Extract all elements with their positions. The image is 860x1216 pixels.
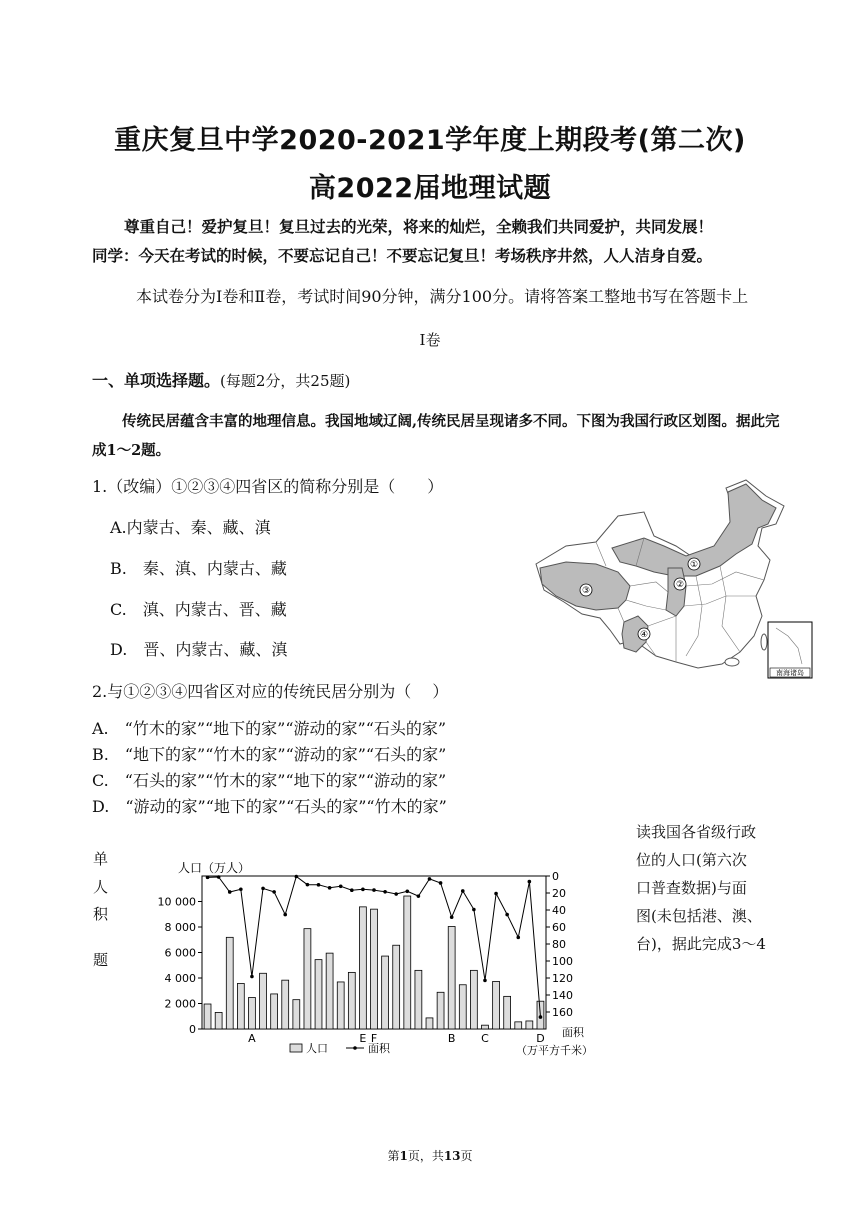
area-point [516, 936, 520, 940]
right-tick-label: 160 [552, 1006, 573, 1019]
question-1-option-d: D. 晋、内蒙古、藏、滇 [110, 640, 288, 659]
population-bar [504, 996, 511, 1029]
area-point [372, 888, 376, 892]
area-point [317, 883, 321, 887]
area-point [295, 875, 299, 879]
area-point [494, 892, 498, 896]
population-bar [215, 1012, 222, 1029]
section-title: 一、单项选择题。 [92, 371, 221, 390]
right-tick-label: 20 [552, 887, 566, 900]
area-point [261, 887, 265, 891]
inset-label: 南海诸岛 [776, 669, 804, 677]
right-tick-label: 80 [552, 938, 566, 951]
population-area-chart [150, 850, 620, 1065]
area-point [505, 913, 509, 917]
hainan-island [725, 658, 739, 666]
population-bar [393, 945, 400, 1029]
population-bar [404, 896, 411, 1029]
population-bar [260, 973, 267, 1029]
population-bar [348, 972, 355, 1029]
left-tick-label: 10 000 [157, 895, 196, 909]
area-point [250, 975, 254, 979]
volume-heading: Ⅰ卷 [419, 331, 441, 349]
question-2-option-b: B. “地下的家”“竹木的家”“游动的家”“石头的家” [92, 745, 447, 764]
passage-2-left-char: 人 [93, 878, 109, 896]
right-axis-title: 面积 [562, 1026, 584, 1039]
passage-2-line: 台)，据此完成3～4 [636, 935, 766, 953]
question-2-option-c: C. “石头的家”“竹木的家”“地下的家”“游动的家” [92, 771, 447, 790]
population-bar [326, 953, 333, 1029]
right-axis-unit: （万平方千米） [516, 1044, 593, 1057]
category-label: F [370, 1032, 378, 1045]
area-point [450, 915, 454, 919]
passage-2-left-char: 积 [93, 905, 109, 923]
population-bar [226, 937, 233, 1029]
legend-population-label: 人口 [306, 1042, 328, 1055]
passage-2-line: 图(未包括港、澳、 [636, 907, 762, 925]
area-point [217, 875, 221, 879]
population-bar [526, 1021, 533, 1029]
area-point [405, 890, 409, 894]
area-point [306, 883, 310, 887]
right-tick-label: 140 [552, 989, 573, 1002]
right-tick-label: 120 [552, 972, 573, 985]
map-marker-1: ① [689, 560, 699, 570]
left-tick-label: 4 000 [164, 972, 196, 985]
question-2-option-a: A. “竹木的家”“地下的家”“游动的家”“石头的家” [92, 719, 447, 738]
category-label: C [481, 1032, 489, 1045]
population-bar [426, 1018, 433, 1029]
motto-line1: 尊重自己！爱护复旦！复旦过去的光荣，将来的灿烂，全赖我们共同爱护，共同发展！ [124, 217, 714, 236]
population-bar [282, 980, 289, 1029]
area-point [339, 884, 343, 888]
question-2-option-d: D. “游动的家”“地下的家”“石头的家”“竹木的家” [92, 797, 447, 816]
area-point [328, 886, 332, 890]
category-label: E [359, 1032, 367, 1045]
passage-2-line: 口普查数据)与面 [636, 879, 747, 897]
population-bar [482, 1025, 489, 1029]
passage-2-line: 读我国各省级行政 [636, 823, 757, 841]
map-marker-4: ④ [639, 630, 649, 640]
passage-2-left-char: 单 [93, 850, 109, 868]
area-point [539, 1015, 543, 1019]
legend-area-label: 面积 [368, 1042, 390, 1055]
area-point [228, 890, 232, 894]
right-tick-label: 60 [552, 921, 566, 934]
population-bar [515, 1022, 522, 1029]
exam-intro: 本试卷分为Ⅰ卷和Ⅱ卷，考试时间90分钟，满分100分。请将答案工整地书写在答题卡上 [136, 287, 749, 306]
category-label: B [447, 1032, 456, 1045]
map-marker-3: ③ [581, 586, 591, 596]
right-tick-label: 0 [552, 870, 559, 883]
population-bar [237, 983, 244, 1029]
question-1-stem: 1.（改编）①②③④四省区的简称分别是（ ） [92, 477, 444, 496]
area-point [461, 889, 465, 893]
question-1-option-b: B. 秦、滇、内蒙古、藏 [110, 559, 287, 578]
population-bar [470, 970, 477, 1029]
passage-2-left-char: 题 [93, 951, 109, 969]
question-1-option-c: C. 滇、内蒙古、晋、藏 [110, 600, 287, 619]
area-point [394, 892, 398, 896]
population-bar [459, 985, 466, 1029]
population-bar [248, 998, 255, 1029]
category-label: A [248, 1032, 256, 1045]
passage-2-line: 位的人口(第六次 [636, 851, 747, 869]
right-tick-label: 100 [552, 955, 573, 968]
population-bar [415, 970, 422, 1029]
section-heading [92, 368, 350, 391]
motto-line2: 同学：今天在考试的时候，不要忘记自己！不要忘记复旦！考场秩序井然，人人洁身自爱。 [92, 246, 713, 265]
population-bar [448, 926, 455, 1029]
left-tick-label: 6 000 [164, 946, 196, 960]
passage-1: 传统民居蕴含丰富的地理信息。我国地域辽阔,传统民居呈现诸多不同。下图为我国行政区划图。据此完成1～2题。 [92, 413, 780, 459]
area-point [361, 888, 365, 892]
passage-2-right [636, 818, 766, 958]
population-bar [382, 956, 389, 1029]
exam-title-line1: 重庆复旦中学2020-2021学年度上期段考(第二次) [114, 125, 746, 156]
exam-title-line2: 高2022届地理试题 [308, 173, 552, 204]
chart-legend [290, 1041, 391, 1055]
area-point [417, 894, 421, 898]
question-2-stem: 2.与①②③④四省区对应的传统民居分别为（ ） [92, 682, 449, 701]
section-note: (每题2分，共25题) [220, 372, 351, 390]
left-tick-label: 0 [189, 1023, 196, 1036]
area-point [472, 908, 476, 912]
population-bar [271, 994, 278, 1029]
area-point [272, 890, 276, 894]
area-point [350, 888, 354, 892]
population-bar [337, 982, 344, 1029]
left-tick-label: 8 000 [164, 921, 196, 934]
area-point [283, 913, 287, 917]
question-1-option-a: A.内蒙古、秦、藏、滇 [110, 518, 271, 537]
area-point [206, 876, 210, 880]
legend-population-swatch [290, 1044, 302, 1052]
population-bar [493, 981, 500, 1029]
taiwan-island [761, 634, 767, 650]
category-label: D [536, 1032, 545, 1045]
area-point [383, 890, 387, 894]
population-bar [293, 1000, 300, 1029]
area-point [239, 887, 243, 891]
page-footer: 第1页，共13页 [387, 1149, 473, 1163]
population-bar [437, 992, 444, 1029]
population-bar [359, 907, 366, 1029]
population-bar [204, 1004, 211, 1029]
china-map [526, 476, 816, 686]
population-bar [315, 960, 322, 1029]
population-bar [304, 929, 311, 1029]
area-point [428, 877, 432, 881]
left-tick-label: 2 000 [164, 997, 196, 1011]
area-point [528, 880, 532, 884]
left-axis-title: 人口（万人） [178, 861, 251, 875]
right-tick-label: 40 [552, 904, 566, 917]
map-marker-2: ② [675, 580, 685, 590]
area-point [483, 979, 487, 983]
population-bar [371, 909, 378, 1029]
area-point [439, 881, 443, 885]
